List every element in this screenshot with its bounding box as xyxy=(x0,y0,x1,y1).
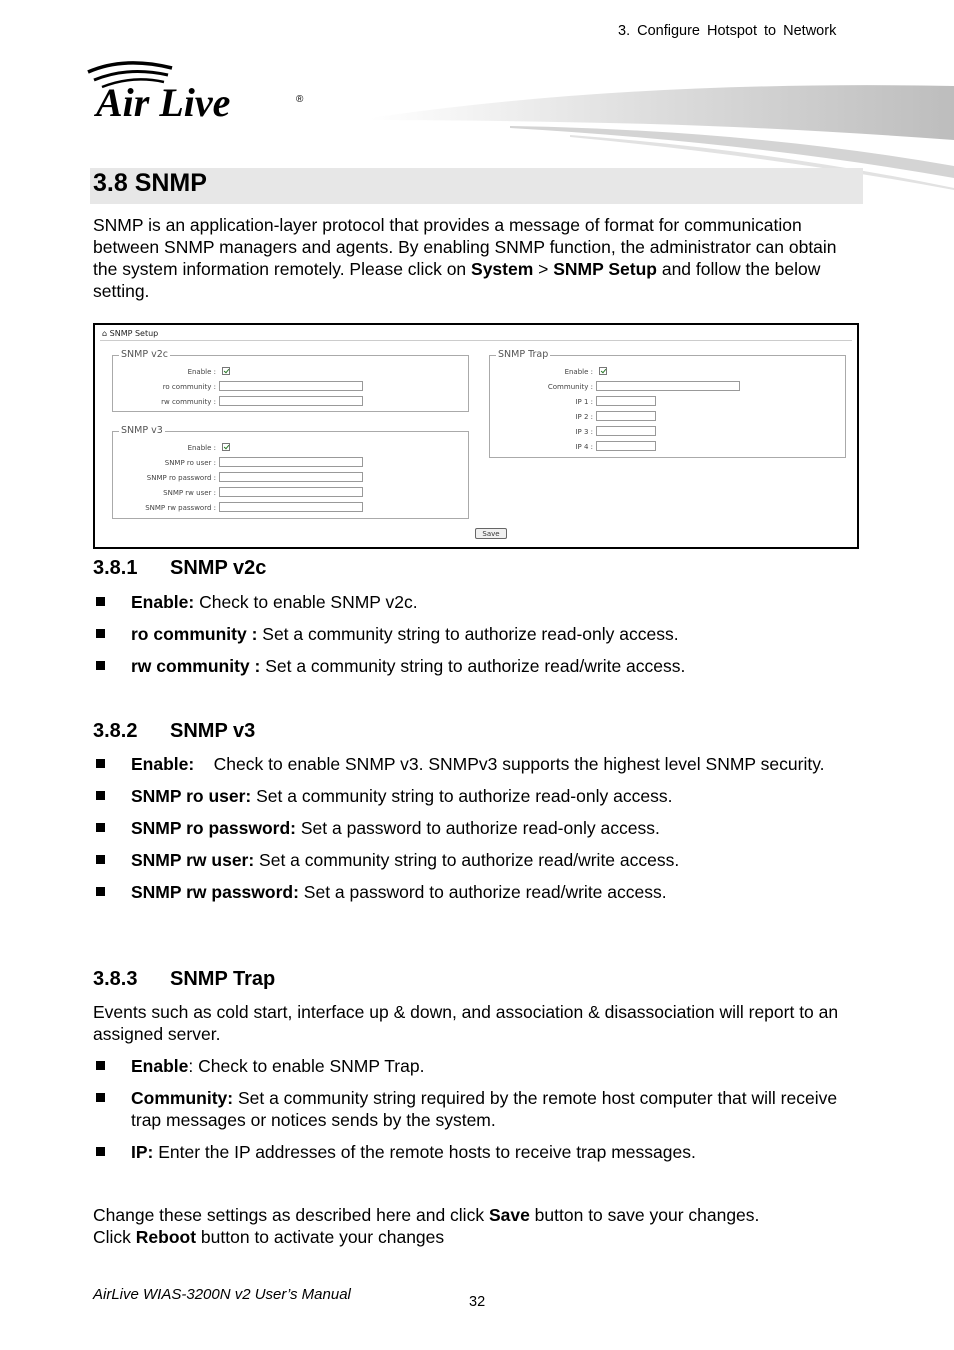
closing-paragraph: Change these settings as described here and click Save button to save your changes. Click Reboot button to activate your changes xyxy=(93,1205,760,1247)
snmp-v3-fieldset xyxy=(112,425,469,519)
screenshot-title: ⌂ SNMP Setup xyxy=(102,329,159,338)
divider xyxy=(100,340,852,341)
bullet-icon xyxy=(96,855,105,864)
trap-enable-label: Enable : xyxy=(564,368,593,376)
snmp-setup-screenshot xyxy=(93,323,859,549)
snmp-v3-legend: SNMP v3 xyxy=(121,425,163,436)
list-item: Enable: Check to enable SNMP v3. SNMPv3 supports the highest level SNMP security. xyxy=(93,753,863,775)
bullet-icon xyxy=(96,597,105,606)
bullet-icon xyxy=(96,661,105,670)
snmp-trap-list xyxy=(93,1055,863,1163)
bullet-icon xyxy=(96,887,105,896)
list-item: SNMP rw user: Set a community string to authorize read/write access. xyxy=(93,849,863,871)
v3-ro-password-input[interactable] xyxy=(219,472,363,482)
snmp-trap-fieldset xyxy=(489,349,846,458)
v3-ro-user-label: SNMP ro user : xyxy=(164,459,216,467)
list-item: ro community : Set a community string to authorize read-only access. xyxy=(93,623,863,645)
footer-manual-title: AirLive WIAS-3200N v2 User’s Manual xyxy=(93,1286,351,1303)
v3-rw-user-label: SNMP rw user : xyxy=(163,489,216,497)
trap-ip1-input[interactable] xyxy=(596,396,656,406)
trap-enable-checkbox[interactable] xyxy=(599,367,607,375)
snmp-v2c-list xyxy=(93,591,863,677)
trap-ip3-input[interactable] xyxy=(596,426,656,436)
snmp-v2c-fieldset xyxy=(112,349,469,412)
subsection-3-8-3-heading: 3.8.3 SNMP Trap xyxy=(93,968,276,990)
snmp-trap-legend: SNMP Trap xyxy=(498,349,549,360)
subsection-3-8-1-heading: 3.8.1 SNMP v2c xyxy=(93,557,267,579)
trap-community-label: Community : xyxy=(547,383,593,391)
trap-ip2-input[interactable] xyxy=(596,411,656,421)
v2c-rw-community-label: rw community : xyxy=(161,398,216,406)
intro-paragraph: SNMP is an application-layer protocol that provides a message of format for communication between SNMP managers and agents. By enabling SNMP function, the administrator can obtain the system information remotely. Please click on System > SNMP Setup and follow the below setting. xyxy=(93,215,837,301)
list-item: SNMP rw password: Set a password to authorize read/write access. xyxy=(93,881,863,903)
page-number: 32 xyxy=(469,1294,486,1310)
v3-rw-password-input[interactable] xyxy=(219,502,363,512)
v2c-ro-community-input[interactable] xyxy=(219,381,363,391)
trap-ip3-label: IP 3 : xyxy=(575,428,593,436)
section-title: 3.8 SNMP xyxy=(93,169,207,197)
bullet-icon xyxy=(96,629,105,638)
bullet-icon xyxy=(96,1093,105,1102)
v3-enable-checkbox[interactable] xyxy=(222,443,230,451)
v2c-rw-community-input[interactable] xyxy=(219,396,363,406)
list-item: Enable: Check to enable SNMP v2c. xyxy=(93,591,863,613)
v2c-ro-community-label: ro community : xyxy=(162,383,216,391)
v3-rw-password-label: SNMP rw password : xyxy=(145,504,216,512)
list-item: Community: Set a community string required by the remote host computer that will receive trap messages or notices sends by the system. xyxy=(93,1087,863,1131)
trap-ip1-label: IP 1 : xyxy=(575,398,593,406)
trap-community-input[interactable] xyxy=(596,381,740,391)
bullet-icon xyxy=(96,1147,105,1156)
svg-text:®: ® xyxy=(296,94,304,105)
bullet-icon xyxy=(96,823,105,832)
snmp-v2c-legend: SNMP v2c xyxy=(121,349,168,360)
trap-ip4-label: IP 4 : xyxy=(575,443,593,451)
svg-text:Air Live: Air Live xyxy=(96,80,231,125)
bullet-icon xyxy=(96,791,105,800)
list-item: SNMP ro password: Set a password to authorize read-only access. xyxy=(93,817,863,839)
subsection-3-8-2-heading: 3.8.2 SNMP v3 xyxy=(93,720,256,742)
list-item: IP: Enter the IP addresses of the remote hosts to receive trap messages. xyxy=(93,1141,863,1163)
chapter-header: 3. Configure Hotspot to Network xyxy=(618,23,837,39)
v2c-enable-checkbox[interactable] xyxy=(222,367,230,375)
bullet-icon xyxy=(96,1061,105,1070)
v3-enable-label: Enable : xyxy=(187,444,216,452)
v3-rw-user-input[interactable] xyxy=(219,487,363,497)
airlive-logo xyxy=(84,58,314,128)
trap-ip2-label: IP 2 : xyxy=(575,413,593,421)
v3-ro-user-input[interactable] xyxy=(219,457,363,467)
save-button[interactable]: Save xyxy=(475,528,507,539)
list-item: Enable: Check to enable SNMP Trap. xyxy=(93,1055,863,1077)
list-item: SNMP ro user: Set a community string to authorize read-only access. xyxy=(93,785,863,807)
snmp-trap-intro: Events such as cold start, interface up & down, and association & disassociation will report to an assigned server. xyxy=(93,1002,839,1044)
bullet-icon xyxy=(96,759,105,768)
home-icon: ⌂ xyxy=(102,329,108,338)
v3-ro-password-label: SNMP ro password : xyxy=(146,474,216,482)
v2c-enable-label: Enable : xyxy=(187,368,216,376)
snmp-v3-list xyxy=(93,753,863,903)
list-item: rw community : Set a community string to authorize read/write access. xyxy=(93,655,863,677)
trap-ip4-input[interactable] xyxy=(596,441,656,451)
